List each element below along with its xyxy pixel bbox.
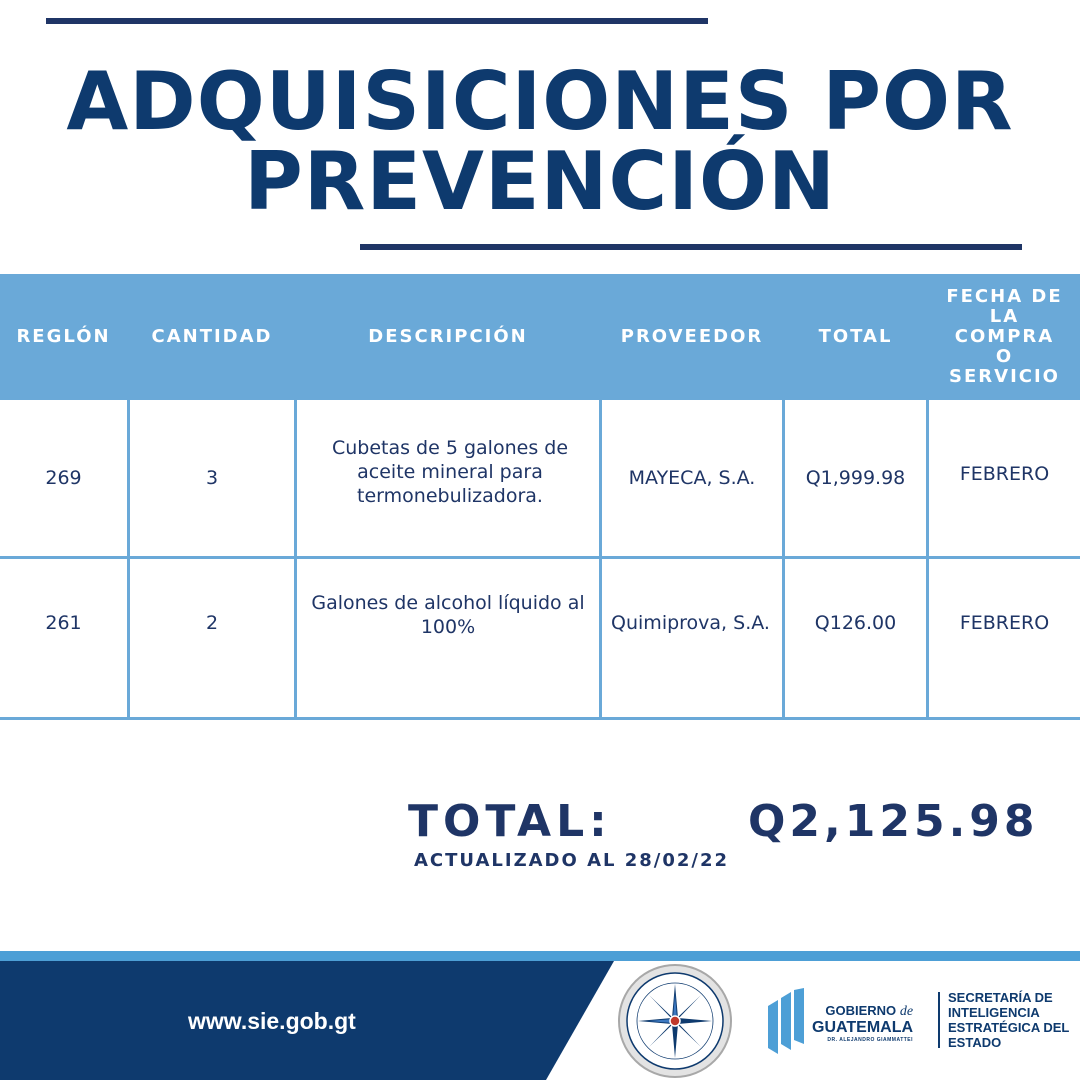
header-descripcion: DESCRIPCIÓN — [368, 326, 528, 347]
sie-line: ESTRATÉGICA DEL — [948, 1020, 1070, 1035]
gobierno-guatemala-wordmark — [812, 1004, 913, 1044]
sie-line: ESTADO — [948, 1035, 1002, 1050]
gobierno-guatemala-logo-icon — [766, 988, 806, 1054]
cell-total: Q126.00 — [814, 612, 897, 634]
header-renglon: REGLÓN — [16, 326, 111, 347]
footer-band — [0, 951, 1080, 961]
cell-proveedor: MAYECA, S.A. — [628, 467, 756, 489]
cell-renglon: 261 — [45, 612, 82, 634]
top-rule — [46, 18, 708, 24]
header-cantidad: CANTIDAD — [151, 326, 273, 347]
total-value: Q2,125.98 — [748, 796, 1039, 847]
header-fecha-line: SERVICIO — [949, 366, 1060, 387]
cell-fecha: FEBRERO — [959, 463, 1050, 485]
header-fecha-line: LA — [989, 306, 1020, 327]
sie-seal-icon — [618, 964, 732, 1078]
footer-dark-panel — [0, 961, 1080, 1080]
sie-line: INTELIGENCIA — [948, 1005, 1040, 1020]
cell-total: Q1,999.98 — [805, 467, 906, 489]
updated-date: ACTUALIZADO AL 28/02/22 — [414, 850, 730, 871]
website-link[interactable]: www.sie.gob.gt — [188, 1008, 356, 1034]
cell-proveedor: Quimiprova, S.A. — [611, 612, 770, 634]
header-proveedor: PROVEEDOR — [620, 326, 764, 347]
cell-cantidad: 3 — [205, 467, 219, 489]
title-line-1: ADQUISICIONES POR — [66, 55, 1014, 148]
cell-fecha: FEBRERO — [959, 612, 1050, 634]
header-fecha-line: O — [995, 346, 1014, 367]
mid-rule — [360, 244, 1022, 250]
acquisitions-table — [0, 274, 1080, 720]
row-divider — [0, 717, 1080, 720]
header-fecha — [929, 274, 1080, 400]
header-total: TOTAL — [818, 326, 893, 347]
president-name: DR. ALEJANDRO GIAMMATTEI — [827, 1037, 914, 1043]
header-fecha-line: FECHA DE — [946, 286, 1063, 307]
title-line-2: PREVENCIÓN — [244, 135, 836, 228]
total-label: TOTAL: — [408, 796, 612, 847]
sie-line: SECRETARÍA DE — [948, 990, 1053, 1005]
gobierno-word: GOBIERNO — [825, 1003, 897, 1018]
guatemala-word: GUATEMALA — [812, 1019, 914, 1036]
cell-descripcion: Cubetas de 5 galones de aceite mineral para termonebulizadora. — [331, 437, 569, 507]
sie-wordmark — [948, 990, 1078, 1050]
cell-renglon: 269 — [45, 467, 82, 489]
page-title — [0, 55, 1080, 228]
cell-descripcion: Galones de alcohol líquido al 100% — [311, 592, 585, 638]
logo-separator — [938, 992, 940, 1048]
header-fecha-line: COMPRA — [954, 326, 1055, 347]
gobierno-de: de — [899, 1004, 914, 1019]
cell-cantidad: 2 — [205, 612, 219, 634]
